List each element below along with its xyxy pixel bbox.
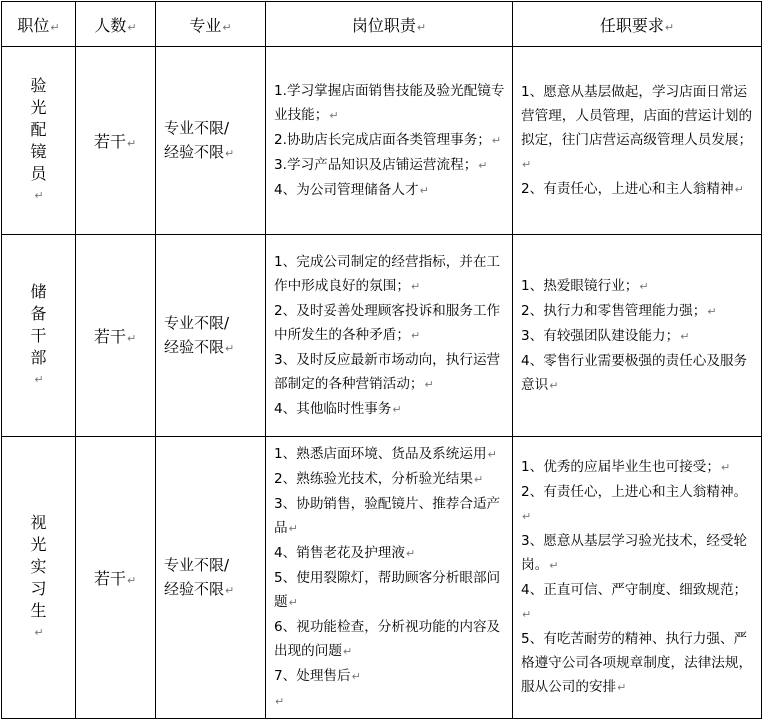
duty-item: 1、完成公司制定的经营指标，并在工作中形成良好的氛围； [274, 253, 501, 294]
position-title [30, 75, 46, 207]
paragraph-mark-icon: ↵ [392, 402, 402, 416]
paragraph-mark-icon: ↵ [410, 328, 421, 342]
requirement-item: 2、有责任心，上进心和主人翁精神 [521, 180, 734, 197]
position-char: 光 [30, 534, 47, 554]
major-cell [156, 235, 266, 437]
paragraph-mark-icon: ↵ [522, 608, 532, 621]
position-char: 员 [30, 163, 47, 183]
paragraph-mark-icon: ↵ [549, 378, 559, 392]
requirement-item: 1、热爱眼镜行业； [521, 277, 639, 294]
count-value: 若干 [94, 569, 127, 588]
paragraph-mark-icon: ↵ [473, 472, 484, 486]
header-position [2, 2, 76, 47]
paragraph-mark-icon: ↵ [342, 644, 353, 658]
requirements-cell [513, 235, 762, 437]
position-char: 生 [30, 600, 47, 620]
paragraph-mark-icon: ↵ [34, 625, 44, 639]
duty-item: 1.学习掌握店面销售技能及验光配镜专业技能； [274, 82, 505, 123]
paragraph-mark-icon: ↵ [549, 559, 559, 572]
requirements-cell [513, 47, 762, 235]
position-cell [2, 437, 76, 719]
duty-item: 3、及时反应最新市场动向，执行运营部制定的各种营销活动； [274, 351, 501, 392]
duty-item: 6、视功能检查，分析视功能的内容及出现的问题 [274, 618, 501, 659]
position-char: 干 [30, 325, 47, 345]
requirement-item: 2、执行力和零售管理能力强； [521, 302, 707, 319]
duty-item: 2、熟练验光技术，分析验光结果 [274, 470, 473, 487]
paragraph-mark-icon: ↵ [222, 20, 232, 34]
header-major [156, 2, 266, 47]
duty-item: 7、处理售后 [274, 667, 351, 684]
position-char: 视 [30, 512, 47, 532]
position-char: 镜 [30, 141, 47, 161]
major-line: 经验不限 [164, 337, 225, 356]
position-char: 配 [30, 119, 47, 139]
paragraph-mark-icon: ↵ [522, 510, 532, 523]
requirement-item: 5、有吃苦耐劳的精神、执行力强、严格遵守公司各项规章制度，法律法规，服从公司的安排 [521, 631, 753, 695]
requirements-cell [513, 437, 762, 719]
paragraph-mark-icon: ↵ [127, 332, 137, 345]
paragraph-mark-icon: ↵ [664, 20, 675, 34]
requirement-item: 3、愿意从基层学习验光技术，经受轮岗。 [521, 533, 748, 573]
count-cell [76, 235, 156, 437]
duty-item: 3、协助销售，验配镜片、推荐合适产品 [274, 495, 501, 536]
count-cell [76, 437, 156, 719]
duty-item: 3.学习产品知识及店铺运营流程； [274, 156, 478, 173]
header-major-label: 专业 [189, 15, 222, 35]
position-title [30, 512, 46, 644]
paragraph-mark-icon: ↵ [522, 157, 532, 171]
paragraph-mark-icon: ↵ [34, 188, 44, 202]
duty-item: 2.协助店长完成店面各类管理事务； [274, 131, 491, 148]
paragraph-mark-icon: ↵ [127, 137, 137, 150]
duty-item: 5、使用裂隙灯，帮助顾客分析眼部问题 [274, 569, 501, 610]
duty-item: 4、销售老花及护理液 [274, 544, 405, 561]
duty-item: 2、及时妥善处理顾客投诉和服务工作中所发生的各种矛盾； [274, 302, 501, 343]
count-cell [76, 47, 156, 235]
duties-cell [266, 437, 513, 719]
header-count-label: 人数 [94, 15, 127, 35]
table-row [2, 437, 762, 719]
major-cell [156, 437, 266, 719]
paragraph-mark-icon: ↵ [617, 681, 627, 694]
paragraph-mark-icon: ↵ [225, 341, 235, 355]
paragraph-mark-icon: ↵ [329, 108, 339, 122]
paragraph-mark-icon: ↵ [410, 279, 421, 293]
paragraph-mark-icon: ↵ [288, 595, 298, 609]
paragraph-mark-icon: ↵ [734, 182, 744, 196]
requirement-item: 4、零售行业需要极强的责任心及服务意识 [521, 352, 748, 393]
major-line: 经验不限 [164, 579, 225, 598]
paragraph-mark-icon: ↵ [419, 183, 429, 197]
header-requirements [513, 2, 762, 47]
major-cell [156, 47, 266, 235]
header-duties-label: 岗位职责 [351, 15, 416, 35]
paragraph-mark-icon: ↵ [416, 20, 427, 34]
duty-item: 1、熟悉店面环境、货品及系统运用 [274, 445, 487, 462]
requirement-item: 1、优秀的应届毕业生也可接受； [521, 459, 720, 475]
duty-item: 4、其他临时性事务 [274, 400, 392, 417]
position-cell [2, 47, 76, 235]
position-char: 备 [30, 303, 47, 323]
position-char: 部 [30, 347, 47, 367]
header-position-label: 职位 [17, 15, 50, 35]
requirement-item: 4、正直可信、严守制度、细致规范； [521, 582, 748, 598]
position-char: 习 [30, 578, 47, 598]
paragraph-mark-icon: ↵ [225, 583, 235, 597]
count-value: 若干 [94, 327, 127, 346]
paragraph-mark-icon: ↵ [288, 521, 298, 535]
paragraph-mark-icon: ↵ [34, 372, 44, 386]
position-title [30, 281, 46, 391]
paragraph-mark-icon: ↵ [487, 447, 497, 461]
table-row [2, 235, 762, 437]
major-line: 专业不限/ [164, 118, 230, 137]
paragraph-mark-icon: ↵ [680, 329, 690, 343]
duty-item: 4、为公司管理储备人才 [274, 181, 419, 198]
paragraph-mark-icon: ↵ [225, 146, 235, 160]
requirement-item: 3、有较强团队建设能力； [521, 327, 680, 344]
paragraph-mark-icon: ↵ [491, 133, 502, 147]
paragraph-mark-icon: ↵ [50, 20, 60, 34]
header-count [76, 2, 156, 47]
paragraph-mark-icon: ↵ [351, 669, 361, 683]
major-line: 专业不限/ [164, 555, 230, 574]
job-table [1, 1, 762, 719]
paragraph-mark-icon: ↵ [406, 546, 416, 560]
position-char: 光 [30, 97, 47, 117]
count-value: 若干 [94, 132, 127, 151]
paragraph-mark-icon: ↵ [478, 158, 488, 172]
requirement-item: 1、愿意从基层做起，学习店面日常运营管理，人员管理，店面的营运计划的拟定，往门店营运高级管理人员发展； [521, 83, 753, 148]
position-char: 验 [30, 75, 47, 95]
paragraph-mark-icon: ↵ [424, 377, 434, 391]
paragraph-mark-icon: ↵ [127, 20, 137, 34]
header-requirements-label: 任职要求 [599, 15, 664, 35]
position-char: 实 [30, 556, 47, 576]
major-line: 经验不限 [164, 142, 225, 161]
paragraph-mark-icon: ↵ [127, 574, 137, 587]
paragraph-mark-icon: ↵ [639, 279, 649, 293]
paragraph-mark-icon: ↵ [707, 304, 717, 318]
table-row [2, 47, 762, 235]
position-char: 储 [30, 281, 47, 301]
requirement-item: 2、有责任心，上进心和主人翁精神。 [521, 484, 748, 500]
duties-cell [266, 235, 513, 437]
paragraph-mark-icon: ↵ [275, 694, 285, 708]
major-line: 专业不限/ [164, 313, 230, 332]
duties-cell [266, 47, 513, 235]
paragraph-mark-icon: ↵ [720, 461, 731, 474]
header-row [2, 2, 762, 47]
position-cell [2, 235, 76, 437]
header-duties [266, 2, 513, 47]
